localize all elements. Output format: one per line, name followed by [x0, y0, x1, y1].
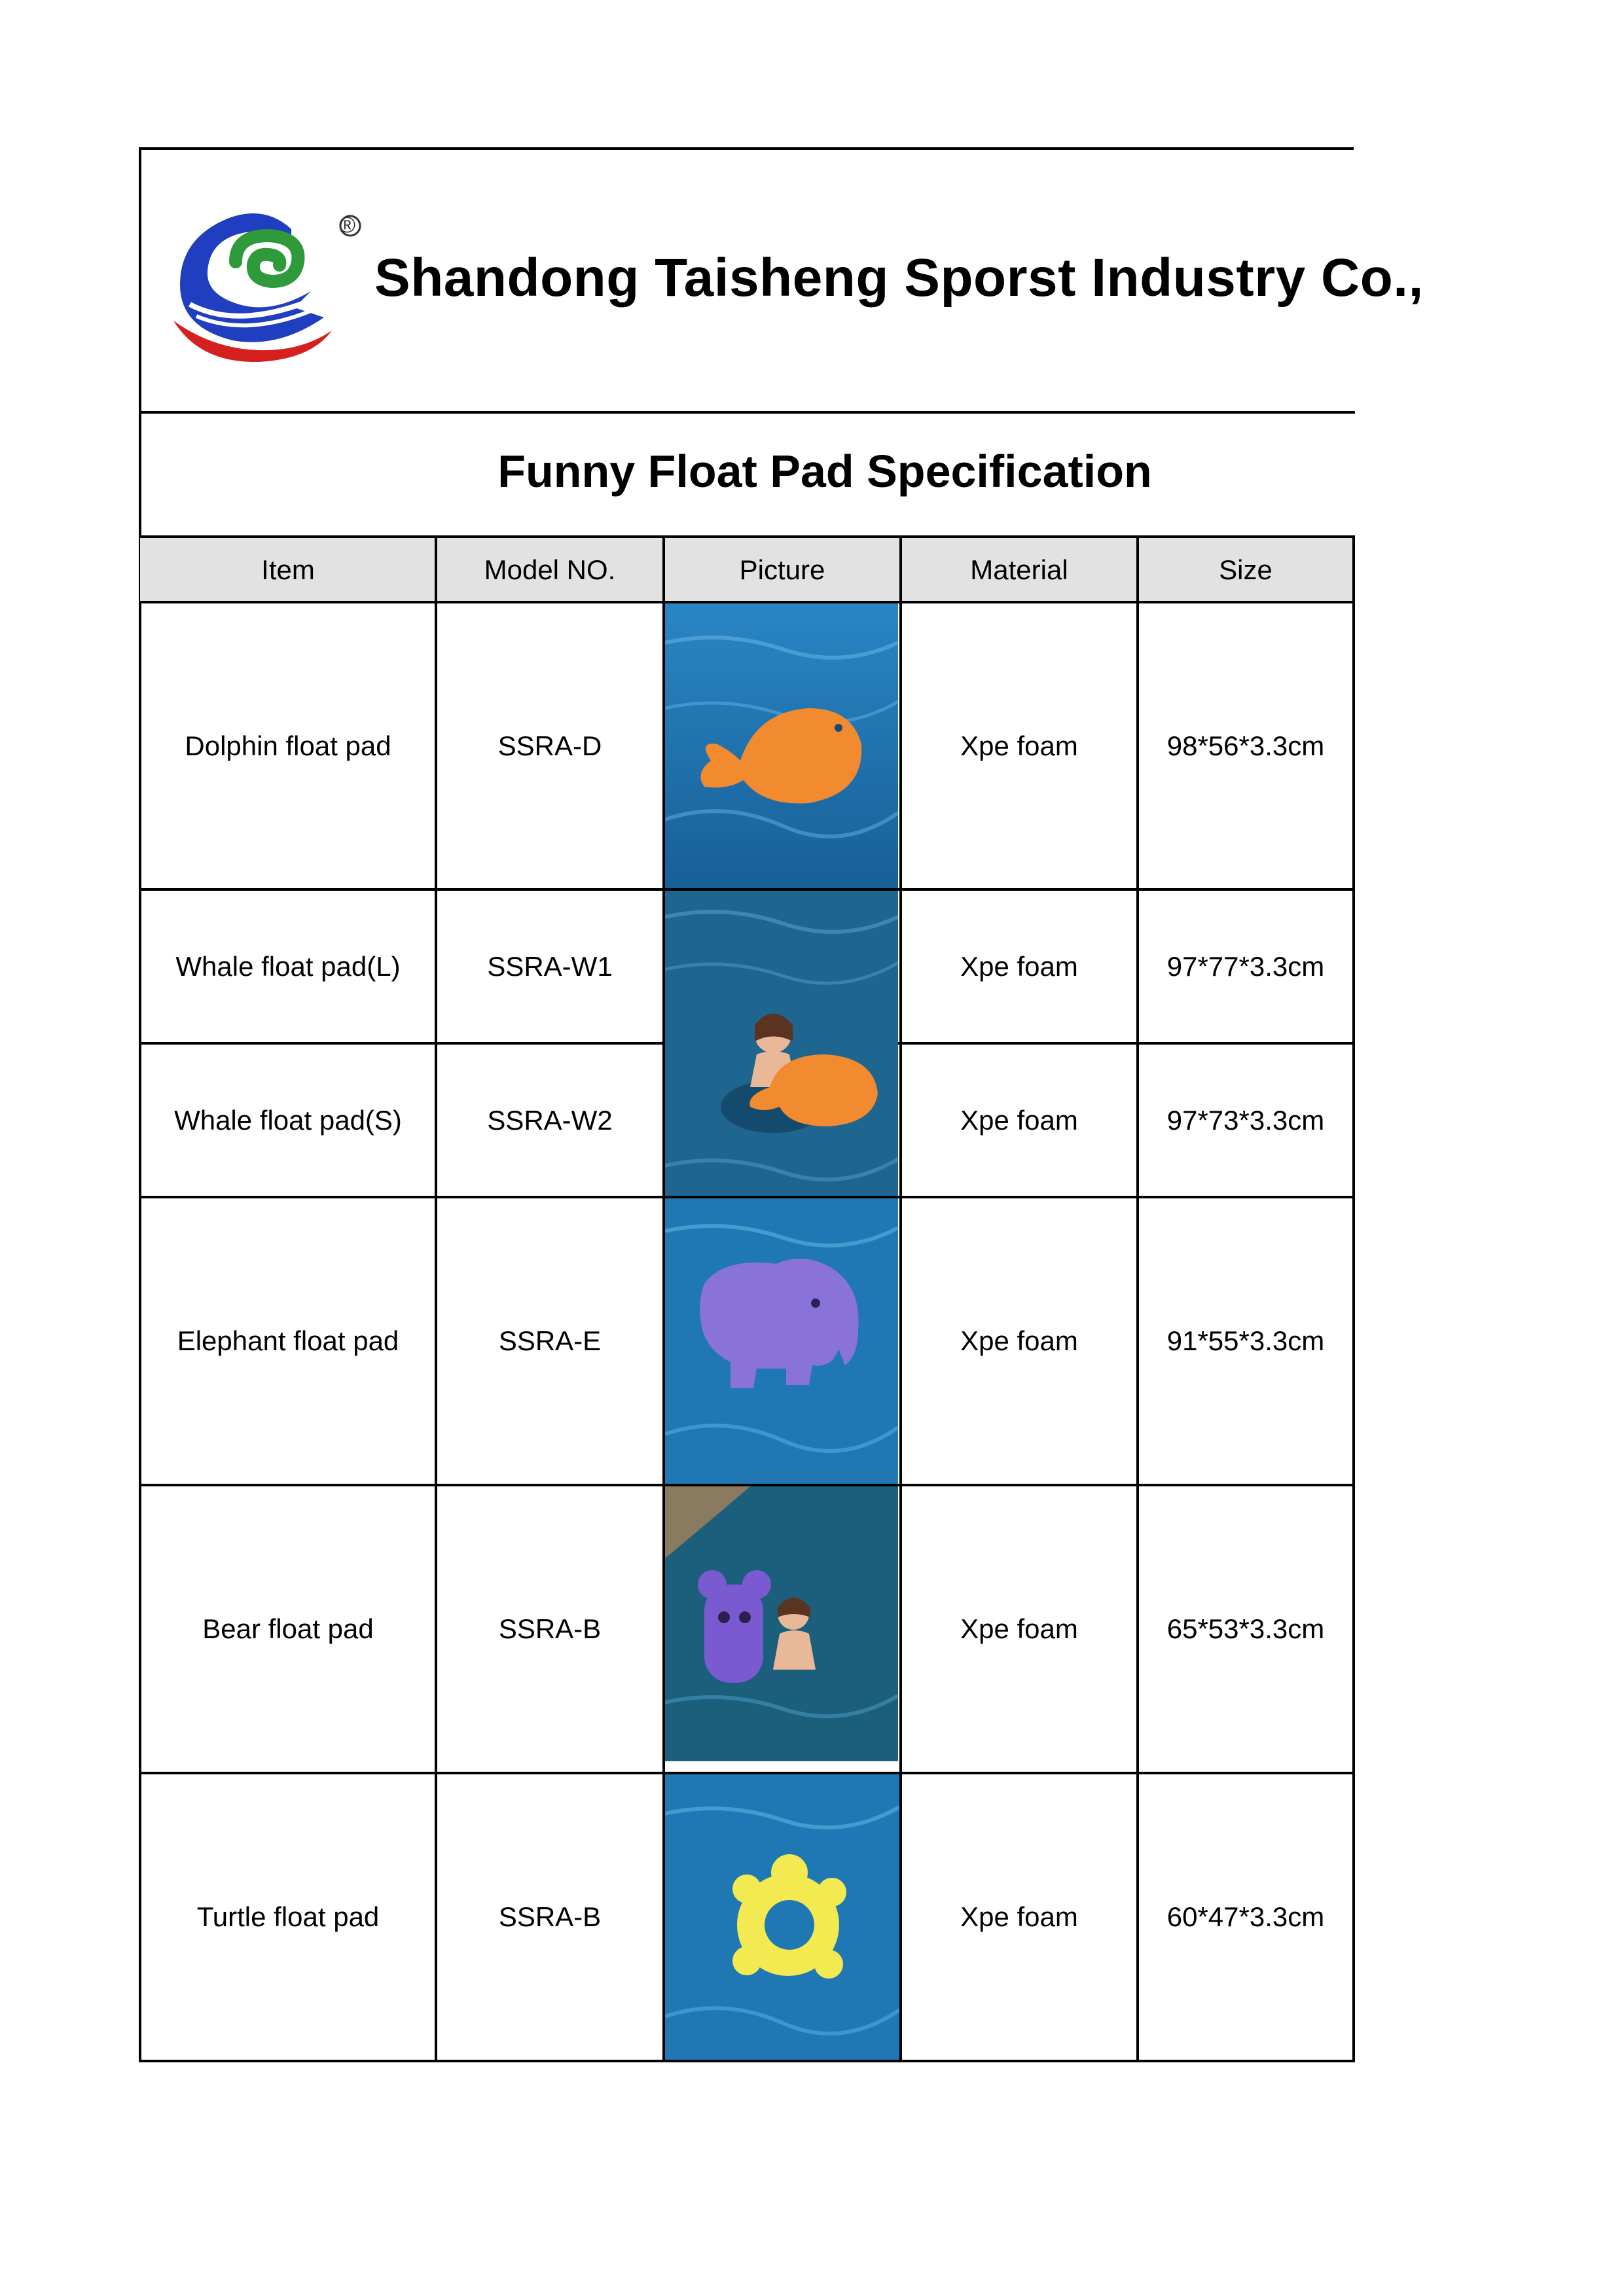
- cell-material: Xpe foam: [960, 1325, 1078, 1356]
- dolphin-float-pad-photo: [665, 603, 898, 888]
- cell-model: SSRA-W2: [487, 1104, 613, 1136]
- cell-material: Xpe foam: [960, 1613, 1078, 1644]
- cell-material: Xpe foam: [960, 950, 1078, 982]
- bear-float-pad-photo: [665, 1486, 898, 1761]
- cell-model: SSRA-W1: [487, 950, 613, 982]
- page-title: Funny Float Pad Specification: [497, 446, 1152, 497]
- cell-model: SSRA-B: [498, 1613, 602, 1644]
- cell-material: Xpe foam: [960, 730, 1078, 761]
- column-header-size: Size: [1219, 554, 1272, 585]
- cell-item: Dolphin float pad: [185, 730, 391, 761]
- cell-item: Bear float pad: [202, 1613, 374, 1644]
- cell-size: 98*56*3.3cm: [1166, 730, 1325, 761]
- cell-size: 65*53*3.3cm: [1166, 1613, 1325, 1644]
- cell-item: Whale float pad(S): [174, 1104, 402, 1136]
- cell-item: Elephant float pad: [177, 1325, 399, 1356]
- column-header-model: Model NO.: [484, 554, 616, 585]
- column-divider: [1352, 535, 1355, 2062]
- cell-model: SSRA-E: [498, 1325, 602, 1356]
- cell-size: 97*77*3.3cm: [1166, 950, 1325, 982]
- cell-size: 60*47*3.3cm: [1166, 1901, 1325, 1932]
- cell-size: 91*55*3.3cm: [1166, 1325, 1325, 1356]
- cell-model: SSRA-D: [497, 730, 602, 761]
- cell-material: Xpe foam: [960, 1901, 1078, 1932]
- divider: [139, 411, 1355, 414]
- elephant-float-pad-photo: [665, 1198, 898, 1484]
- company-name: Shandong Taisheng Sporst Industry Co.,: [374, 248, 1424, 308]
- cell-size: 97*73*3.3cm: [1166, 1104, 1325, 1136]
- column-header-picture: Picture: [739, 554, 825, 585]
- row-divider: [139, 2060, 1355, 2062]
- column-header-material: Material: [970, 554, 1068, 585]
- whale-float-pad-photo: [665, 891, 898, 1196]
- cell-model: SSRA-B: [498, 1901, 602, 1932]
- cell-item: Turtle float pad: [196, 1901, 380, 1932]
- cell-material: Xpe foam: [960, 1104, 1078, 1136]
- turtle-float-pad-photo: [665, 1774, 899, 2060]
- cell-item: Whale float pad(L): [175, 950, 401, 982]
- registered-mark: ®: [339, 213, 356, 238]
- column-header-item: Item: [261, 554, 315, 585]
